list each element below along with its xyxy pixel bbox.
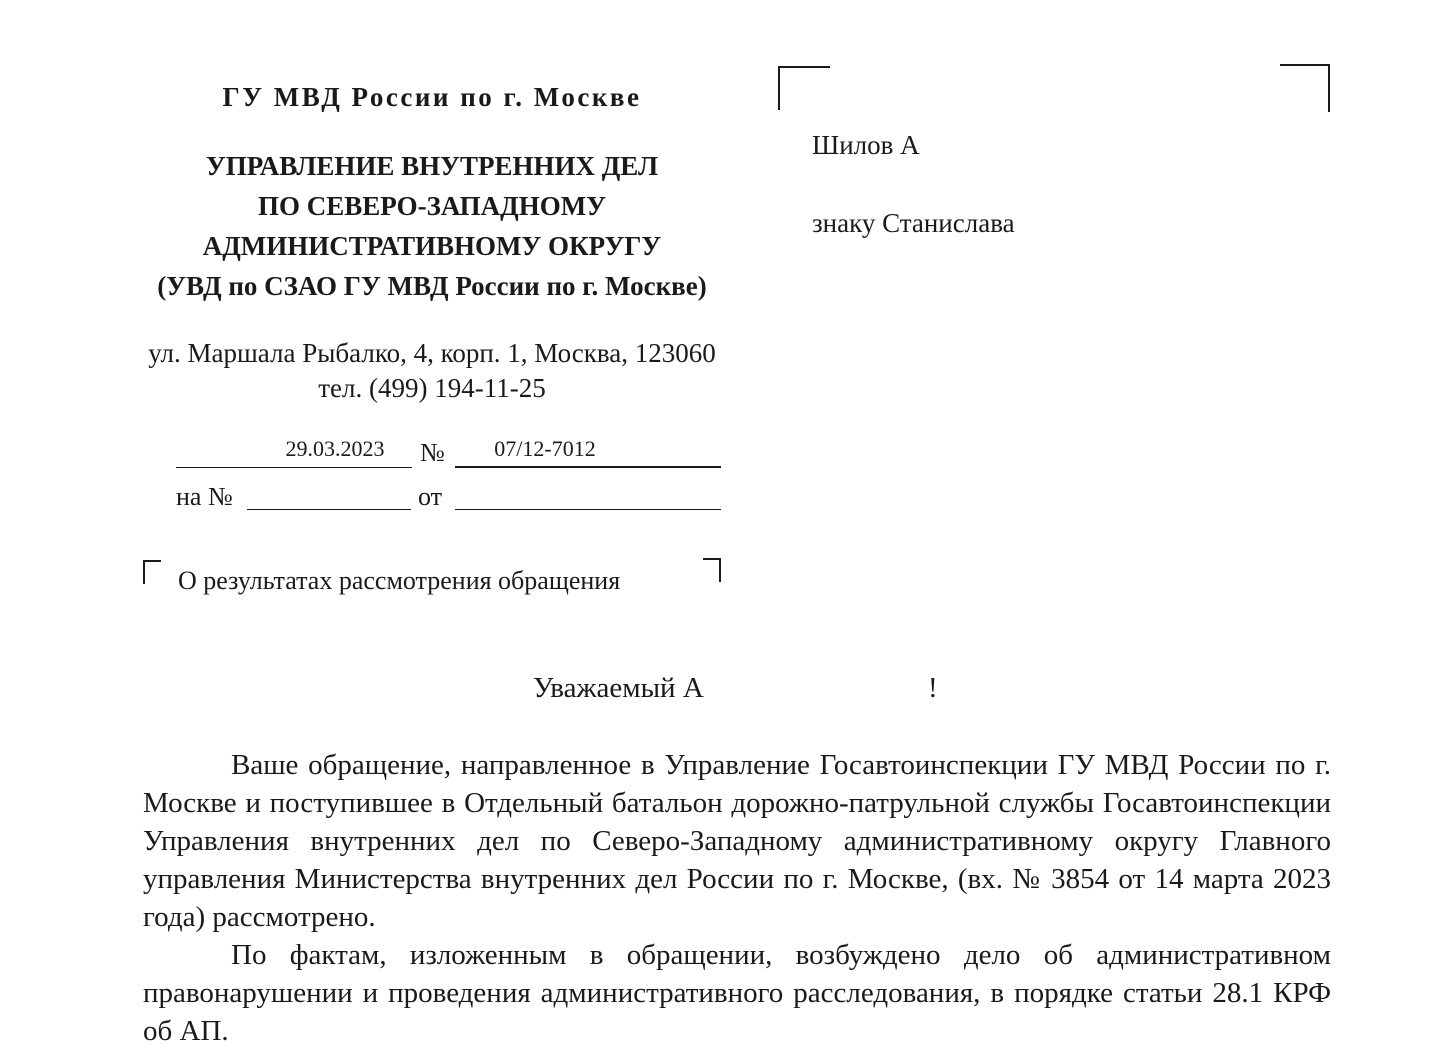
addressee-line-2 [812,208,1015,238]
department-line: (УВД по СЗАО ГУ МВД России по г. Москве) [157,271,707,301]
reference-number-label: на № [176,482,233,511]
addressee-corner-left [778,66,830,110]
reference-date-underline [455,509,721,510]
addressee-corner-right [1280,64,1330,112]
number-underline [455,466,721,468]
reference-number-underline [247,509,411,510]
reference-from-label: от [418,482,443,511]
addressee-line-2-text: знаку Станислава [812,208,1015,238]
body-paragraph: Ваше обращение, направленное в Управление Госавтоинспекции ГУ МВД России по г. Москве и поступившее в Отдельный батальон дорожно-патрульной службы Госавтоинспекции Управления внутренних дел по Северо-Западному административному округу Главного управления Министерства внутренних дел России по г. Москве, (вх. № 3854 от 14 марта 2023 года) рассмотрено. [143,749,1331,933]
subject-corner-left [143,560,161,584]
outgoing-number: 07/12-7012 [494,436,596,461]
outgoing-date: 29.03.2023 [285,436,385,461]
department-line: УПРАВЛЕНИЕ ВНУТРЕННИХ ДЕЛ [205,151,659,181]
phone: тел. (499) 194-11-25 [318,373,546,403]
address: ул. Маршала Рыбалко, 4, корп. 1, Москва, 123060 [148,338,716,368]
letter-body [143,746,1331,1050]
agency-name: ГУ МВД России по г. Москве [222,82,642,112]
number-sign: № [420,438,445,467]
contact-block [100,336,764,406]
body-paragraph: По фактам, изложенным в обращении, возбуждено дело об административном правонарушении и проведения административного расследования, в порядке статьи 28.1 КРФ об АП. [143,939,1331,1047]
subject-line: О результатах рассмотрения обращения [178,566,621,595]
addressee-line-1-text: Шилов А [812,130,920,160]
greeting-start: Уважаемый А [533,672,704,704]
department-line: ПО СЕВЕРО-ЗАПАДНОМУ [257,191,607,221]
date-underline [176,467,412,468]
department-line: АДМИНИСТРАТИВНОМУ ОКРУГУ [202,231,662,261]
subject-corner-right [703,558,721,582]
greeting-end: ! [928,672,938,704]
addressee-line-1 [812,130,920,160]
department-block [110,146,754,306]
